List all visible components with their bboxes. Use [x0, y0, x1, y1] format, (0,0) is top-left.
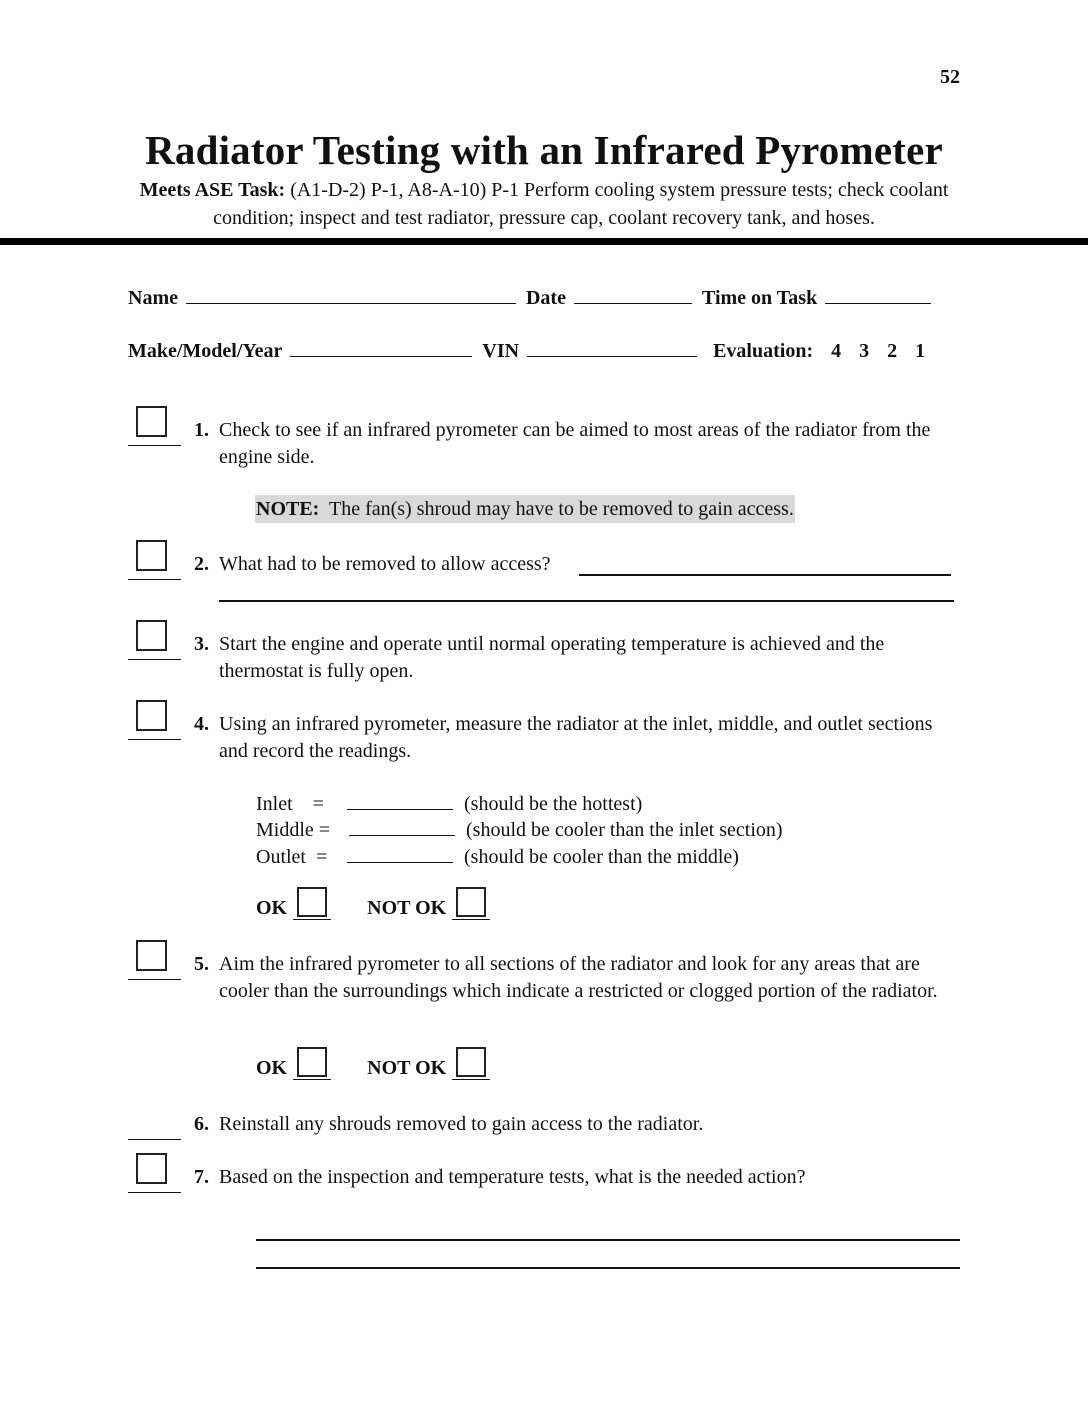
ok-label: OK	[256, 1057, 288, 1079]
step-6-blank-slot[interactable]	[128, 1114, 181, 1140]
step-text: Based on the inspection and temperature tests, what is the needed action?	[219, 1166, 806, 1188]
time-on-task-field[interactable]	[825, 284, 931, 304]
evaluation-option-3[interactable]: 3	[859, 340, 870, 362]
step-7-checkbox-slot[interactable]	[128, 1167, 181, 1193]
step-4	[128, 711, 959, 764]
reading-hint: (should be cooler than the middle)	[464, 846, 739, 868]
date-label: Date	[525, 287, 566, 309]
step-text: Using an infrared pyrometer, measure the radiator at the inlet, middle, and outlet sections and record the readings.	[219, 713, 933, 762]
step-number: 4.	[194, 713, 209, 735]
step-number: 2.	[194, 553, 209, 575]
step-text: Check to see if an infrared pyrometer can be aimed to most areas of the radiator from the engine side.	[219, 419, 931, 468]
step-5-checkbox[interactable]	[136, 940, 167, 971]
step-2	[128, 551, 959, 580]
step-text: What had to be removed to allow access?	[219, 553, 551, 575]
vin-label: VIN	[482, 340, 520, 362]
reading-middle	[256, 817, 783, 844]
step-1-checkbox-slot[interactable]	[128, 420, 181, 446]
note-text: The fan(s) shroud may have to be removed to gain access.	[328, 498, 794, 520]
ase-task-text: (A1-D-2) P-1, A8-A-10) P-1 Perform cooling system pressure tests; check coolant condition; inspect and test radiator, pressure cap, coolant recovery tank, and hoses.	[213, 179, 949, 229]
page-title: Radiator Testing with an Infrared Pyrometer	[145, 127, 943, 173]
step-5-ok-checkbox[interactable]	[297, 1047, 327, 1077]
vin-field[interactable]	[527, 337, 697, 357]
name-label: Name	[128, 287, 178, 309]
step-2-checkbox[interactable]	[136, 540, 167, 571]
note-callout	[255, 495, 795, 523]
step-6	[128, 1111, 959, 1140]
step-7-answer-line-1[interactable]	[256, 1239, 960, 1241]
step-text: Start the engine and operate until normal operating temperature is achieved and the thermostat is fully open.	[219, 633, 885, 682]
step-3	[128, 631, 959, 684]
step-4-ok-checkbox[interactable]	[297, 887, 327, 917]
ok-label: OK	[256, 897, 288, 919]
evaluation-option-2[interactable]: 2	[887, 340, 898, 362]
step-7	[128, 1164, 959, 1193]
reading-hint: (should be cooler than the inlet section)	[466, 819, 783, 841]
header-fields-row-1	[128, 284, 941, 310]
header-divider	[0, 238, 1088, 245]
date-field[interactable]	[574, 284, 692, 304]
not-ok-label: NOT OK	[367, 1057, 447, 1079]
reading-inlet	[256, 791, 642, 818]
step-2-answer-line-2[interactable]	[219, 600, 954, 602]
step-3-checkbox[interactable]	[136, 620, 167, 651]
step-7-answer-line-2[interactable]	[256, 1267, 960, 1269]
step-5	[128, 951, 959, 1004]
step-2-answer-line-1[interactable]	[579, 574, 951, 576]
step-number: 7.	[194, 1166, 209, 1188]
name-field[interactable]	[186, 284, 516, 304]
ase-task-description	[100, 176, 988, 232]
step-number: 3.	[194, 633, 209, 655]
step-number: 6.	[194, 1113, 209, 1135]
inlet-reading-field[interactable]	[347, 792, 453, 810]
reading-hint: (should be the hottest)	[464, 793, 643, 815]
note-label: NOTE:	[256, 498, 320, 520]
step-number: 1.	[194, 419, 209, 441]
make-model-year-label: Make/Model/Year	[128, 340, 283, 362]
middle-reading-field[interactable]	[349, 818, 455, 836]
step-text: Aim the infrared pyrometer to all sections of the radiator and look for any areas that are cooler than the surroundings which indicate a restricted or clogged portion of the radiator.	[219, 953, 938, 1002]
make-model-year-field[interactable]	[290, 337, 472, 357]
step-4-ok-row	[256, 890, 526, 920]
evaluation-option-1[interactable]: 1	[915, 340, 926, 362]
outlet-reading-field[interactable]	[347, 845, 453, 863]
evaluation-label: Evaluation:	[713, 340, 814, 362]
reading-label: Middle =	[256, 819, 331, 841]
not-ok-label: NOT OK	[367, 897, 447, 919]
header-fields-row-2	[128, 337, 925, 363]
step-5-not-ok-checkbox[interactable]	[456, 1047, 486, 1077]
step-4-checkbox-slot[interactable]	[128, 714, 181, 740]
step-4-ok-slot[interactable]	[293, 890, 331, 920]
step-1	[128, 417, 959, 470]
step-5-not-ok-slot[interactable]	[452, 1050, 490, 1080]
step-7-checkbox[interactable]	[136, 1153, 167, 1184]
step-5-ok-slot[interactable]	[293, 1050, 331, 1080]
step-2-checkbox-slot[interactable]	[128, 554, 181, 580]
step-1-checkbox[interactable]	[136, 406, 167, 437]
step-4-not-ok-slot[interactable]	[452, 890, 490, 920]
step-4-checkbox[interactable]	[136, 700, 167, 731]
evaluation-option-4[interactable]: 4	[831, 340, 842, 362]
step-5-checkbox-slot[interactable]	[128, 954, 181, 980]
reading-label: Inlet =	[256, 793, 324, 815]
time-on-task-label: Time on Task	[701, 287, 818, 309]
step-text: Reinstall any shrouds removed to gain access to the radiator.	[219, 1113, 704, 1135]
page-number: 52	[940, 66, 960, 88]
step-number: 5.	[194, 953, 209, 975]
step-4-not-ok-checkbox[interactable]	[456, 887, 486, 917]
step-3-checkbox-slot[interactable]	[128, 634, 181, 660]
ase-task-label: Meets ASE Task:	[139, 179, 286, 201]
reading-label: Outlet =	[256, 846, 328, 868]
step-5-ok-row	[256, 1050, 526, 1080]
reading-outlet	[256, 844, 739, 871]
